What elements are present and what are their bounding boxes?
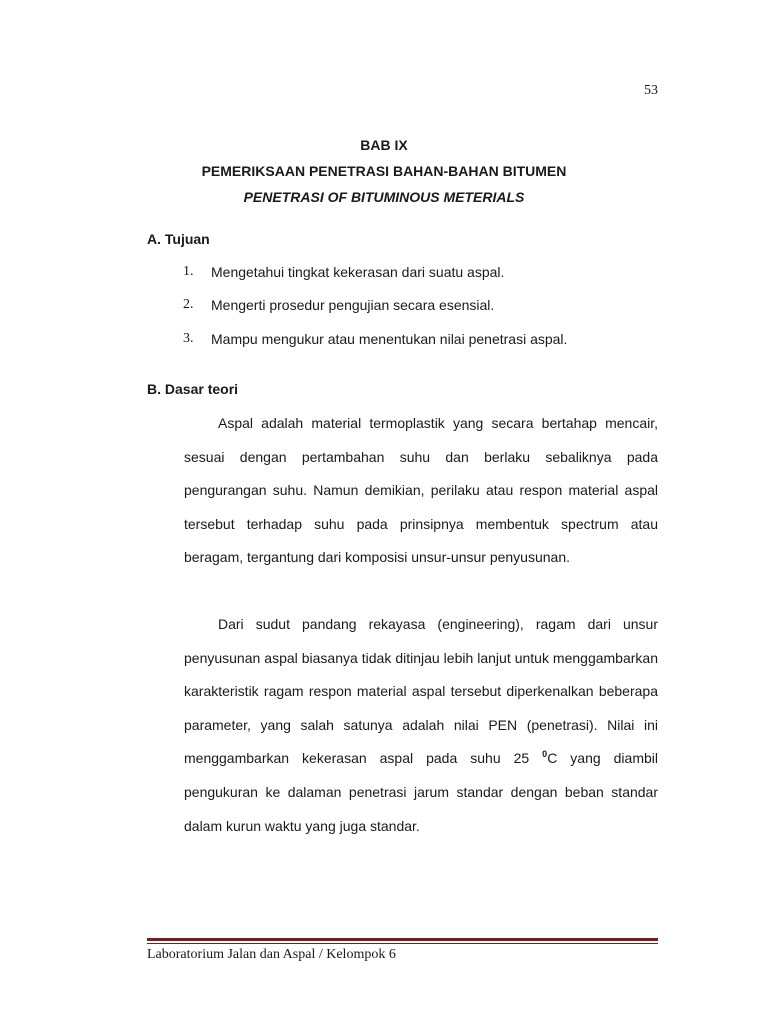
list-item-number: 1. <box>183 264 194 279</box>
paragraph-1 <box>184 407 658 575</box>
chapter-heading: BAB IX <box>360 137 408 153</box>
list-item-text: Mengerti prosedur pengujian secara esensial. <box>211 297 495 313</box>
page-number: 53 <box>644 83 658 98</box>
list-item <box>183 297 494 313</box>
list-item-number: 2. <box>183 297 194 312</box>
footer-text: Laboratorium Jalan dan Aspal / Kelompok 6 <box>147 947 396 962</box>
footer-rule-thick <box>147 938 658 941</box>
paragraph-2-text-start: Dari sudut pandang rekayasa (engineering), ragam dari unsur penyusunan aspal biasanya tidak ditinjau lebih lanjut untuk menggambarkan karakteristik ragam respon material aspal tersebut diperkenalkan beberapa parameter, yang salah satunya adalah nilai PEN (penetrasi). Nilai ini menggambarkan kekerasan aspal pada suhu 25 <box>184 616 658 767</box>
list-item <box>183 264 504 280</box>
section-b-heading: B. Dasar teori <box>147 381 239 397</box>
chapter-subtitle: PENETRASI OF BITUMINOUS METERIALS <box>243 189 525 205</box>
footer-rule-thin <box>147 943 658 944</box>
list-item-text: Mengetahui tingkat kekerasan dari suatu aspal. <box>211 264 505 280</box>
paragraph-1-text: Aspal adalah material termoplastik yang secara bertahap mencair, sesuai dengan pertambahan suhu dan berlaku sebaliknya pada pengurangan suhu. Namun demikian, perilaku atau respon material aspal tersebut terhadap suhu pada prinsipnya membentuk spectrum atau beragam, tergantung dari komposisi unsur-unsur penyusunan. <box>184 415 658 566</box>
degree-superscript: 0 <box>542 749 548 760</box>
list-item-text: Mampu mengukur atau menentukan nilai penetrasi aspal. <box>211 331 568 347</box>
paragraph-2-text-end: C yang diambil pengukuran ke dalaman penetrasi jarum standar dengan beban standar dalam kurun waktu yang juga standar. <box>184 750 658 834</box>
chapter-title: PEMERIKSAAN PENETRASI BAHAN-BAHAN BITUMEN <box>201 163 567 179</box>
list-item <box>183 331 567 347</box>
paragraph-2 <box>184 608 658 843</box>
section-a-heading: A. Tujuan <box>147 231 210 247</box>
list-item-number: 3. <box>183 331 194 346</box>
